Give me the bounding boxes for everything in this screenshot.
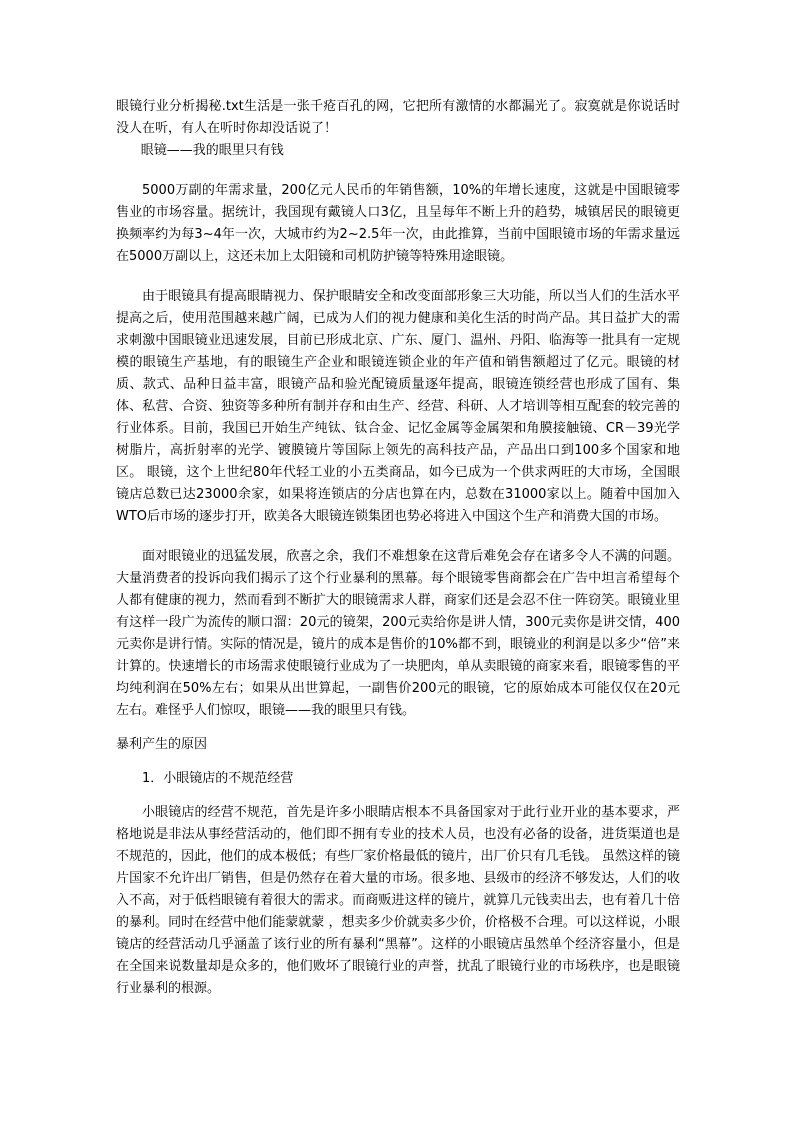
spacer bbox=[116, 268, 680, 286]
paragraph-small-shops: 小眼镜店的经营不规范，首先是许多小眼睛店根本不具备国家对于此行业开业的基本要求，严格地说是非法从事经营活动的，他们即不拥有专业的技术人员，也没有必备的设备，进货渠道也是不规范的，因此，他们的成本极低；有些厂家价格最低的镜片，出厂价只有几毛钱。 虽然这样的镜片国家不允许出厂销售，但是仍然存在着大量的市场。很多地、县级市的经济不够发达，人们的收入不高，对于低档眼镜有着很大的需求。而商贩进这样的镜片，就算几元钱卖出去，也有着几十倍的暴利。同时在经营中他们能蒙就蒙 ，想卖多少价就卖多少价，价格极不合理。可以这样说，小眼镜店的经营活动几乎涵盖了该行业的所有暴利“黑幕”。这样的小眼镜店虽然单个经济容量小，但是在全国来说数量却是众多的，他们败坏了眼镜行业的声誉，扰乱了眼镜行业的市场秩序，也是眼镜行业暴利的根源。 bbox=[116, 805, 680, 996]
spacer bbox=[116, 528, 680, 546]
intro-line: 眼镜行业分析揭秘.txt生活是一张千疮百孔的网，它把所有激情的水都漏光了。寂寞就是你说话时没人在听，有人在听时你却没话说了！ bbox=[116, 99, 680, 136]
title-line: 眼镜——我的眼里只有钱 bbox=[140, 143, 284, 158]
spacer bbox=[116, 790, 680, 802]
spacer bbox=[116, 756, 680, 768]
paragraph-market-size: 5000万副的年需求量，200亿元人民币的年销售额，10%的年增长速度，这就是中国眼镜零售业的市场容量。据统计，我国现有戴镜人口3亿，且呈每年不断上升的趋势，城镇居民的眼镜更换频率约为每3~4年一次，大城市约为2~2.5年一次，由此推算，当前中国眼镜市场的年需求量远在5000万副以上，这还未加上太阳镜和司机防护镜等特殊用途眼镜。 bbox=[116, 183, 680, 264]
section-heading: 暴利产生的原因 bbox=[116, 737, 208, 752]
paragraph-industry-development: 由于眼镜具有提高眼睛视力、保护眼睛安全和改变面部形象三大功能，所以当人们的生活水平提高之后，使用范围越来越广阔，已成为人们的视力健康和美化生活的时尚产品。其日益扩大的需求刺激中国眼镜业迅速发展，目前已形成北京、广东、厦门、温州、丹阳、临海等一批具有一定规模的眼镜生产基地，有的眼镜生产企业和眼镜连锁企业的年产值和销售额超过了亿元。眼镜的材质、款式、品种日益丰富，眼镜产品和验光配镜质量逐年提高，眼镜连锁经营也形成了国有、集体、私营、合资、独资等多种所有制并存和由生产、经营、科研、人才培训等相互配套的较完善的行业体系。目前，我国已开始生产纯钛、钛合金、记忆金属等金属架和角膜接触镜、CR－39光学树脂片，高折射率的光学、镀膜镜片等国际上领先的高科技产品，产品出口到100多个国家和地区。 眼镜，这个上世纪80年代轻工业的小五类商品，如今已成为一个供求两旺的大市场，全国眼镜店总数已达23000余家，如果将连锁店的分店也算在内，总数在31000家以上。随着中国加入WTO后市场的逐步打开，欧美各大眼镜连锁集团也势必将进入中国这个生产和消费大国的市场。 bbox=[116, 289, 680, 524]
spacer bbox=[116, 722, 680, 734]
paragraph-profit-problem: 面对眼镜业的迅猛发展，欣喜之余，我们不难想象在这背后难免会存在诸多令人不满的问题。大量消费者的投诉向我们揭示了这个行业暴利的黑幕。每个眼镜零售商都会在广告中坦言希望每个人都有健康的视力，然而看到不断扩大的眼镜需求人群，商家们还是会忍不住一阵窃笑。眼镜业里有这样一段广为流传的顺口溜：20元的镜架，200元卖给你是讲人情，300元卖你是讲交情，400元卖你是讲行情。实际的情况是，镜片的成本是售价的10%都不到，眼镜业的利润是以多少“倍”来计算的。快速增长的市场需求使眼镜行业成为了一块肥肉，单从卖眼镜的商家来看，眼镜零售的平均纯利润在50%左右；如果从出世算起，一副售价200元的眼镜，它的原始成本可能仅仅在20元左右。难怪乎人们惊叹，眼镜——我的眼里只有钱。 bbox=[116, 549, 680, 718]
subheading-small-shops: 1．小眼镜店的不规范经营 bbox=[142, 771, 294, 786]
spacer bbox=[116, 162, 680, 180]
document-body bbox=[116, 96, 680, 1000]
